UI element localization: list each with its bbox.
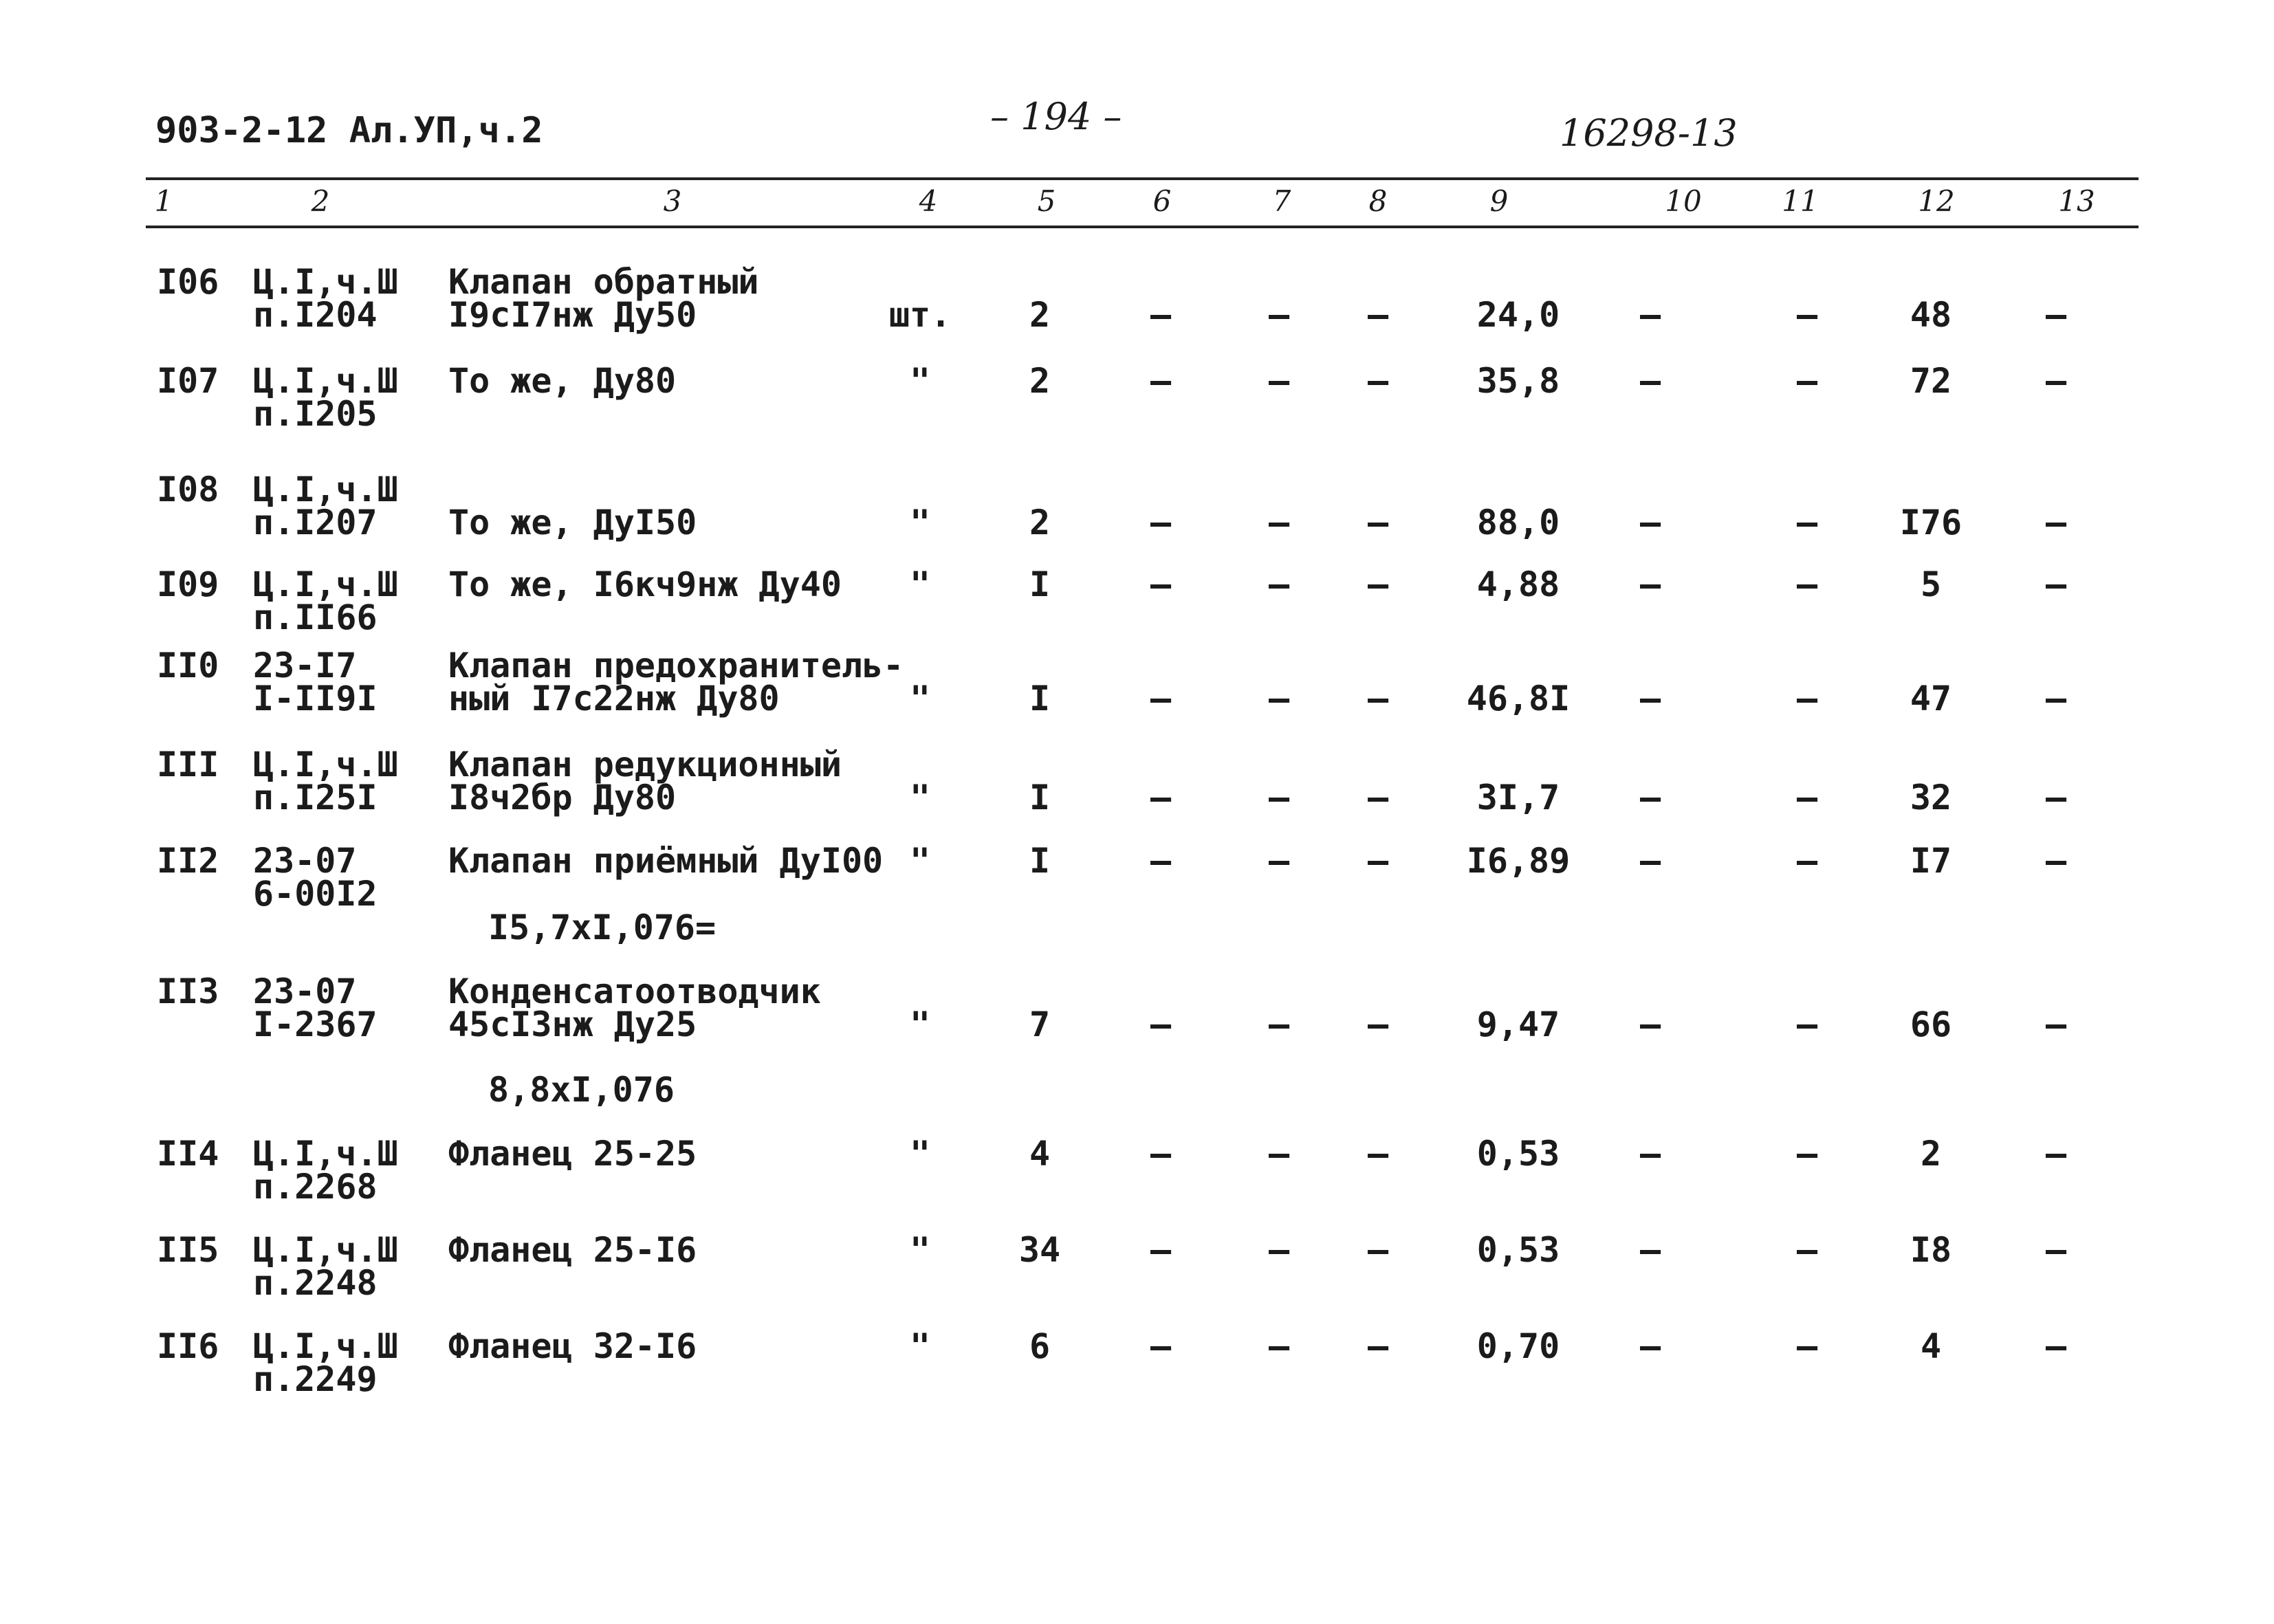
column-number: 8 <box>1368 184 1388 218</box>
item-name-line-2: 45cI3нж Ду25 <box>448 1005 697 1044</box>
column-11-cell: – <box>1796 841 1818 881</box>
item-name-line-1: То же, I6кч9нж Ду40 <box>448 564 842 604</box>
row-number: I06 <box>157 262 219 302</box>
total-cell: 4 <box>1920 1326 1942 1366</box>
row-number: II4 <box>157 1134 219 1174</box>
reference-line-2: п.I205 <box>253 394 378 434</box>
reference-line-1: Ц.I,ч.Ш <box>253 564 398 604</box>
column-13-cell: – <box>2045 1134 2067 1174</box>
unit-weight-cell: 35,8 <box>1476 361 1560 401</box>
column-number: 5 <box>1037 184 1056 218</box>
total-cell: 66 <box>1910 1005 1952 1044</box>
column-10-cell: – <box>1639 1326 1661 1366</box>
column-8-cell: – <box>1367 1134 1389 1174</box>
column-10-cell: – <box>1639 1134 1661 1174</box>
header-top-rule <box>146 177 2139 180</box>
column-11-cell: – <box>1796 361 1818 401</box>
reference-line-1: Ц.I,ч.Ш <box>253 470 398 509</box>
column-13-cell: – <box>2045 503 2067 542</box>
header-bottom-rule <box>146 226 2139 228</box>
reference-line-2: п.2249 <box>253 1359 378 1399</box>
item-name-line-1: Клапан обратный <box>448 262 759 302</box>
column-8-cell: – <box>1367 295 1389 335</box>
total-cell: 47 <box>1910 679 1952 718</box>
column-6-cell: – <box>1150 841 1172 881</box>
column-number: 9 <box>1489 184 1509 218</box>
unit-cell: шт. <box>888 295 952 335</box>
column-13-cell: – <box>2045 361 2067 401</box>
column-10-cell: – <box>1639 1230 1661 1270</box>
row-number: I08 <box>157 470 219 509</box>
column-8-cell: – <box>1367 679 1389 718</box>
quantity-cell: 2 <box>1029 503 1051 542</box>
column-8-cell: – <box>1367 841 1389 881</box>
row-number: I09 <box>157 564 219 604</box>
unit-cell: " <box>909 778 931 818</box>
column-11-cell: – <box>1796 564 1818 604</box>
column-number: 7 <box>1272 184 1291 218</box>
unit-weight-cell: 0,53 <box>1476 1134 1560 1174</box>
row-number: II5 <box>157 1230 219 1270</box>
column-11-cell: – <box>1796 1326 1818 1366</box>
calculation-note: 8,8хI,076 <box>488 1070 675 1110</box>
quantity-cell: 7 <box>1029 1005 1051 1044</box>
row-number: II6 <box>157 1326 219 1366</box>
column-7-cell: – <box>1268 1326 1290 1366</box>
quantity-cell: 4 <box>1029 1134 1051 1174</box>
item-name-line-1: Клапан редукционный <box>448 745 842 784</box>
column-number: 12 <box>1918 184 1955 218</box>
row-number: II0 <box>157 646 219 685</box>
column-11-cell: – <box>1796 778 1818 818</box>
unit-weight-cell: 88,0 <box>1476 503 1560 542</box>
unit-weight-cell: 0,53 <box>1476 1230 1560 1270</box>
reference-line-1: Ц.I,ч.Ш <box>253 361 398 401</box>
total-cell: 2 <box>1920 1134 1942 1174</box>
column-11-cell: – <box>1796 503 1818 542</box>
column-number: 3 <box>663 184 682 218</box>
column-number: 1 <box>154 184 173 218</box>
column-7-cell: – <box>1268 1230 1290 1270</box>
column-6-cell: – <box>1150 679 1172 718</box>
total-cell: I76 <box>1899 503 1963 542</box>
column-11-cell: – <box>1796 679 1818 718</box>
reference-line-1: Ц.I,ч.Ш <box>253 262 398 302</box>
item-name-line-2: То же, ДуI50 <box>448 503 697 542</box>
column-10-cell: – <box>1639 564 1661 604</box>
column-7-cell: – <box>1268 679 1290 718</box>
item-name-line-1: Клапан предохранитель- <box>448 646 904 685</box>
column-13-cell: – <box>2045 679 2067 718</box>
row-number: II2 <box>157 841 219 881</box>
column-6-cell: – <box>1150 503 1172 542</box>
row-number: I07 <box>157 361 219 401</box>
item-name-line-1: Клапан приёмный ДуI00 <box>448 841 884 881</box>
item-name-line-2: I9cI7нж Ду50 <box>448 295 697 335</box>
total-cell: I8 <box>1910 1230 1952 1270</box>
reference-line-2: п.2268 <box>253 1167 378 1207</box>
column-number: 11 <box>1782 184 1819 218</box>
item-name-line-2: ный I7c22нж Ду80 <box>448 679 780 718</box>
quantity-cell: 6 <box>1029 1326 1051 1366</box>
total-cell: 48 <box>1910 295 1952 335</box>
reference-line-2: I-II9I <box>253 679 378 718</box>
item-name-line-1: Фланец 25-25 <box>448 1134 697 1174</box>
quantity-cell: 34 <box>1018 1230 1061 1270</box>
column-number: 6 <box>1152 184 1172 218</box>
column-13-cell: – <box>2045 778 2067 818</box>
reference-line-2: п.I207 <box>253 503 378 542</box>
column-8-cell: – <box>1367 778 1389 818</box>
column-number: 10 <box>1665 184 1702 218</box>
column-7-cell: – <box>1268 295 1290 335</box>
column-11-cell: – <box>1796 1230 1818 1270</box>
unit-weight-cell: 46,8I <box>1466 679 1571 718</box>
total-cell: I7 <box>1910 841 1952 881</box>
column-11-cell: – <box>1796 1134 1818 1174</box>
quantity-cell: I <box>1029 778 1051 818</box>
column-13-cell: – <box>2045 1230 2067 1270</box>
column-6-cell: – <box>1150 1134 1172 1174</box>
unit-cell: " <box>909 1134 931 1174</box>
column-13-cell: – <box>2045 564 2067 604</box>
column-6-cell: – <box>1150 564 1172 604</box>
unit-weight-cell: 9,47 <box>1476 1005 1560 1044</box>
item-name-line-1: Фланец 32-I6 <box>448 1326 697 1366</box>
column-7-cell: – <box>1268 841 1290 881</box>
document-code: 903-2-12 Ал.УП,ч.2 <box>155 110 543 151</box>
column-8-cell: – <box>1367 1230 1389 1270</box>
column-7-cell: – <box>1268 361 1290 401</box>
item-name-line-1: То же, Ду80 <box>448 361 677 401</box>
unit-weight-cell: I6,89 <box>1466 841 1571 881</box>
column-6-cell: – <box>1150 1230 1172 1270</box>
column-6-cell: – <box>1150 295 1172 335</box>
reference-line-1: 23-I7 <box>253 646 357 685</box>
unit-cell: " <box>909 564 931 604</box>
unit-cell: " <box>909 841 931 881</box>
column-11-cell: – <box>1796 295 1818 335</box>
unit-cell: " <box>909 361 931 401</box>
column-10-cell: – <box>1639 503 1661 542</box>
column-6-cell: – <box>1150 1005 1172 1044</box>
column-8-cell: – <box>1367 503 1389 542</box>
column-10-cell: – <box>1639 295 1661 335</box>
column-number: 4 <box>919 184 938 218</box>
calculation-note: I5,7хI,076= <box>488 908 717 947</box>
row-number: II3 <box>157 972 219 1011</box>
unit-weight-cell: 0,70 <box>1476 1326 1560 1366</box>
column-6-cell: – <box>1150 361 1172 401</box>
column-7-cell: – <box>1268 564 1290 604</box>
unit-cell: " <box>909 1005 931 1044</box>
unit-weight-cell: 3I,7 <box>1476 778 1560 818</box>
column-13-cell: – <box>2045 1005 2067 1044</box>
column-8-cell: – <box>1367 1005 1389 1044</box>
column-8-cell: – <box>1367 361 1389 401</box>
total-cell: 5 <box>1920 564 1942 604</box>
column-10-cell: – <box>1639 361 1661 401</box>
column-8-cell: – <box>1367 564 1389 604</box>
reference-line-2: п.I25I <box>253 778 378 818</box>
unit-cell: " <box>909 503 931 542</box>
column-10-cell: – <box>1639 679 1661 718</box>
reference-line-2: п.I204 <box>253 295 378 335</box>
total-cell: 32 <box>1910 778 1952 818</box>
reference-line-2: п.II66 <box>253 597 378 637</box>
column-7-cell: – <box>1268 778 1290 818</box>
item-name-line-2: I8ч2бр Ду80 <box>448 778 677 818</box>
row-number: III <box>157 745 219 784</box>
column-7-cell: – <box>1268 1005 1290 1044</box>
column-10-cell: – <box>1639 841 1661 881</box>
reference-line-2: I-2367 <box>253 1005 378 1044</box>
quantity-cell: I <box>1029 679 1051 718</box>
unit-cell: " <box>909 1326 931 1366</box>
quantity-cell: I <box>1029 564 1051 604</box>
column-number: 2 <box>311 184 330 218</box>
item-name-line-1: Конденсатоотводчик <box>448 972 821 1011</box>
total-cell: 72 <box>1910 361 1952 401</box>
column-8-cell: – <box>1367 1326 1389 1366</box>
reference-line-1: 23-07 <box>253 841 357 881</box>
reference-line-2: 6-00I2 <box>253 874 378 914</box>
column-number: 13 <box>2058 184 2095 218</box>
reference-line-1: Ц.I,ч.Ш <box>253 1134 398 1174</box>
quantity-cell: 2 <box>1029 361 1051 401</box>
column-13-cell: – <box>2045 295 2067 335</box>
column-10-cell: – <box>1639 778 1661 818</box>
column-11-cell: – <box>1796 1005 1818 1044</box>
unit-weight-cell: 24,0 <box>1476 295 1560 335</box>
column-7-cell: – <box>1268 503 1290 542</box>
reference-line-2: п.2248 <box>253 1263 378 1303</box>
reference-line-1: 23-07 <box>253 972 357 1011</box>
unit-weight-cell: 4,88 <box>1476 564 1560 604</box>
quantity-cell: 2 <box>1029 295 1051 335</box>
unit-cell: " <box>909 679 931 718</box>
column-10-cell: – <box>1639 1005 1661 1044</box>
column-13-cell: – <box>2045 1326 2067 1366</box>
item-name-line-1: Фланец 25-I6 <box>448 1230 697 1270</box>
reference-line-1: Ц.I,ч.Ш <box>253 745 398 784</box>
column-6-cell: – <box>1150 778 1172 818</box>
column-7-cell: – <box>1268 1134 1290 1174</box>
reference-line-1: Ц.I,ч.Ш <box>253 1230 398 1270</box>
unit-cell: " <box>909 1230 931 1270</box>
page-number: – 194 – <box>990 95 1122 138</box>
quantity-cell: I <box>1029 841 1051 881</box>
reference-line-1: Ц.I,ч.Ш <box>253 1326 398 1366</box>
column-6-cell: – <box>1150 1326 1172 1366</box>
document-number: 16298-13 <box>1560 111 1738 155</box>
column-13-cell: – <box>2045 841 2067 881</box>
